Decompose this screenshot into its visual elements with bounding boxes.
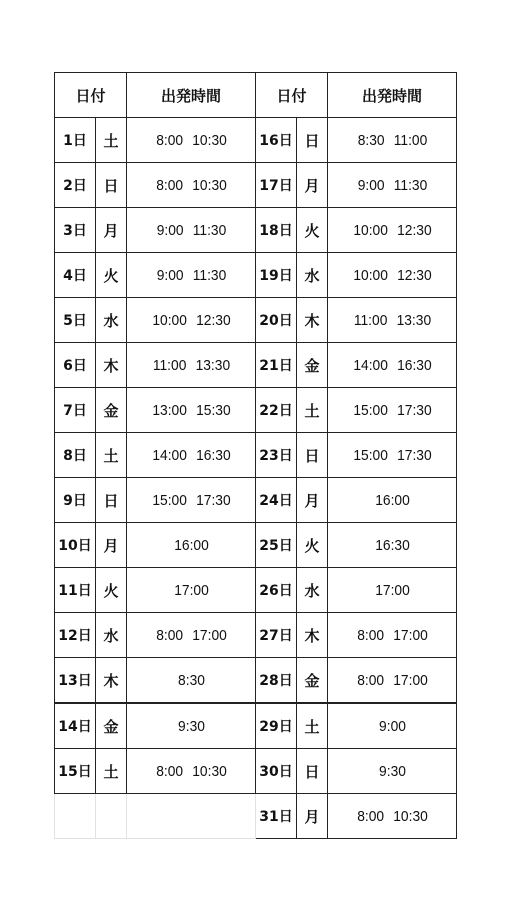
departure-time-second: 17:00 bbox=[392, 626, 428, 644]
schedule-row bbox=[55, 568, 457, 613]
schedule-row bbox=[55, 253, 457, 298]
weekday-cell: 土 bbox=[96, 118, 127, 163]
departure-time-cell bbox=[333, 568, 452, 613]
date-cell: 10日 bbox=[55, 523, 96, 568]
weekday-cell: 金 bbox=[96, 703, 127, 749]
date-cell: 16日 bbox=[256, 118, 297, 163]
departure-time-first: 10:00 bbox=[352, 221, 388, 239]
departure-time-first: 10:00 bbox=[151, 311, 187, 329]
weekday-cell: 木 bbox=[297, 613, 328, 658]
date-cell: 20日 bbox=[256, 298, 297, 343]
weekday-cell: 日 bbox=[297, 433, 328, 478]
departure-time-first: 9:30 bbox=[378, 762, 406, 780]
departure-time-cell bbox=[333, 253, 452, 298]
departure-time-cell bbox=[333, 118, 452, 163]
date-cell: 4日 bbox=[55, 253, 96, 298]
weekday-cell: 火 bbox=[297, 523, 328, 568]
date-cell: 18日 bbox=[256, 208, 297, 253]
time-header: 出発時間 bbox=[328, 73, 457, 118]
departure-time-cell bbox=[132, 523, 251, 568]
weekday-cell: 日 bbox=[96, 163, 127, 208]
departure-time-second: 11:30 bbox=[192, 266, 226, 284]
schedule-row bbox=[55, 208, 457, 253]
departure-time-first: 8:00 bbox=[356, 671, 384, 689]
date-cell: 15日 bbox=[55, 749, 96, 794]
time-header: 出発時間 bbox=[127, 73, 256, 118]
departure-time-cell bbox=[333, 703, 452, 749]
departure-time-cell bbox=[333, 388, 452, 433]
departure-time-cell bbox=[132, 298, 251, 343]
empty-cell bbox=[127, 794, 256, 839]
departure-time-first: 9:00 bbox=[378, 717, 406, 735]
weekday-cell: 火 bbox=[96, 568, 127, 613]
departure-time-second: 17:00 bbox=[191, 626, 227, 644]
empty-cell bbox=[96, 794, 127, 839]
departure-time-second: 13:30 bbox=[195, 356, 230, 374]
departure-time-cell bbox=[132, 163, 251, 208]
departure-time-cell bbox=[333, 298, 452, 343]
date-header: 日付 bbox=[55, 73, 127, 118]
weekday-cell: 土 bbox=[297, 388, 328, 433]
header-row bbox=[55, 73, 457, 118]
departure-time-second: 17:00 bbox=[392, 671, 428, 689]
departure-time-second: 12:30 bbox=[396, 266, 432, 284]
departure-time-cell bbox=[132, 343, 251, 388]
weekday-cell: 火 bbox=[96, 253, 127, 298]
date-cell: 24日 bbox=[256, 478, 297, 523]
date-cell: 29日 bbox=[256, 703, 297, 749]
date-cell: 21日 bbox=[256, 343, 297, 388]
schedule-row bbox=[55, 613, 457, 658]
weekday-cell: 金 bbox=[297, 658, 328, 704]
date-cell: 14日 bbox=[55, 703, 96, 749]
departure-time-cell bbox=[132, 388, 251, 433]
departure-time-second: 10:30 bbox=[191, 131, 227, 149]
date-cell: 6日 bbox=[55, 343, 96, 388]
weekday-cell: 水 bbox=[96, 613, 127, 658]
departure-time-first: 9:00 bbox=[156, 221, 184, 239]
departure-time-cell bbox=[132, 749, 251, 794]
departure-time-first: 8:30 bbox=[357, 131, 385, 149]
departure-time-cell bbox=[333, 613, 452, 658]
departure-time-second: 11:30 bbox=[393, 176, 427, 194]
date-cell: 26日 bbox=[256, 568, 297, 613]
departure-time-cell bbox=[333, 208, 452, 253]
departure-time-cell bbox=[132, 568, 251, 613]
departure-time-cell bbox=[333, 433, 452, 478]
weekday-cell: 水 bbox=[96, 298, 127, 343]
departure-time-second: 17:30 bbox=[396, 446, 432, 464]
schedule-row bbox=[55, 749, 457, 794]
date-cell: 31日 bbox=[256, 794, 297, 839]
departure-time-cell bbox=[132, 433, 251, 478]
departure-time-second: 16:30 bbox=[195, 446, 231, 464]
schedule-row bbox=[55, 298, 457, 343]
date-cell: 28日 bbox=[256, 658, 297, 704]
departure-time-first: 11:00 bbox=[353, 311, 387, 329]
departure-time-cell bbox=[333, 749, 452, 794]
weekday-cell: 日 bbox=[297, 749, 328, 794]
date-cell: 8日 bbox=[55, 433, 96, 478]
weekday-cell: 日 bbox=[297, 118, 328, 163]
departure-time-cell bbox=[333, 343, 452, 388]
date-cell: 27日 bbox=[256, 613, 297, 658]
departure-time-first: 16:30 bbox=[374, 536, 410, 554]
departure-time-first: 15:00 bbox=[151, 491, 187, 509]
departure-time-second: 13:30 bbox=[396, 311, 431, 329]
weekday-cell: 木 bbox=[297, 298, 328, 343]
date-cell: 2日 bbox=[55, 163, 96, 208]
weekday-cell: 月 bbox=[297, 478, 328, 523]
departure-time-first: 8:00 bbox=[356, 807, 384, 825]
date-cell: 13日 bbox=[55, 658, 96, 704]
departure-time-second: 10:30 bbox=[191, 762, 227, 780]
departure-time-cell bbox=[333, 163, 452, 208]
date-cell: 19日 bbox=[256, 253, 297, 298]
departure-time-first: 14:00 bbox=[151, 446, 187, 464]
departure-time-first: 8:00 bbox=[155, 176, 183, 194]
weekday-cell: 木 bbox=[96, 658, 127, 704]
departure-time-first: 17:00 bbox=[173, 581, 209, 599]
weekday-cell: 水 bbox=[297, 253, 328, 298]
departure-time-cell bbox=[132, 703, 251, 749]
departure-time-cell bbox=[132, 118, 251, 163]
weekday-cell: 土 bbox=[96, 433, 127, 478]
departure-time-first: 8:00 bbox=[155, 131, 183, 149]
departure-time-second: 11:00 bbox=[393, 131, 427, 149]
departure-time-first: 8:00 bbox=[155, 762, 183, 780]
departure-time-first: 13:00 bbox=[151, 401, 187, 419]
departure-time-second: 12:30 bbox=[195, 311, 231, 329]
departure-time-cell bbox=[333, 794, 452, 839]
departure-time-first: 9:30 bbox=[177, 717, 205, 735]
departure-time-first: 14:00 bbox=[352, 356, 388, 374]
schedule-row bbox=[55, 794, 457, 839]
empty-cell bbox=[55, 794, 96, 839]
departure-time-cell bbox=[132, 613, 251, 658]
departure-time-second: 12:30 bbox=[396, 221, 432, 239]
departure-time-first: 8:30 bbox=[177, 671, 205, 689]
weekday-cell: 月 bbox=[96, 208, 127, 253]
date-cell: 25日 bbox=[256, 523, 297, 568]
date-cell: 22日 bbox=[256, 388, 297, 433]
departure-time-first: 9:00 bbox=[357, 176, 385, 194]
schedule-row bbox=[55, 163, 457, 208]
schedule-row bbox=[55, 433, 457, 478]
departure-time-second: 17:30 bbox=[195, 491, 231, 509]
weekday-cell: 月 bbox=[297, 794, 328, 839]
date-cell: 9日 bbox=[55, 478, 96, 523]
departure-time-first: 11:00 bbox=[152, 356, 186, 374]
weekday-cell: 土 bbox=[297, 703, 328, 749]
departure-time-first: 17:00 bbox=[374, 581, 410, 599]
date-cell: 30日 bbox=[256, 749, 297, 794]
departure-time-first: 16:00 bbox=[173, 536, 209, 554]
weekday-cell: 月 bbox=[297, 163, 328, 208]
date-cell: 1日 bbox=[55, 118, 96, 163]
date-cell: 7日 bbox=[55, 388, 96, 433]
weekday-cell: 水 bbox=[297, 568, 328, 613]
date-cell: 5日 bbox=[55, 298, 96, 343]
departure-time-first: 15:00 bbox=[352, 446, 388, 464]
departure-time-second: 11:30 bbox=[192, 221, 226, 239]
departure-schedule-table bbox=[54, 72, 457, 839]
date-cell: 3日 bbox=[55, 208, 96, 253]
schedule-row bbox=[55, 703, 457, 749]
departure-time-second: 16:30 bbox=[396, 356, 432, 374]
schedule-row bbox=[55, 478, 457, 523]
schedule-row bbox=[55, 523, 457, 568]
weekday-cell: 月 bbox=[96, 523, 127, 568]
departure-time-cell bbox=[132, 208, 251, 253]
departure-time-cell bbox=[132, 658, 251, 704]
departure-time-cell bbox=[132, 478, 251, 523]
departure-time-first: 16:00 bbox=[374, 491, 410, 509]
weekday-cell: 日 bbox=[96, 478, 127, 523]
departure-time-first: 8:00 bbox=[155, 626, 183, 644]
departure-time-second: 10:30 bbox=[392, 807, 428, 825]
weekday-cell: 金 bbox=[96, 388, 127, 433]
weekday-cell: 土 bbox=[96, 749, 127, 794]
departure-time-first: 10:00 bbox=[352, 266, 388, 284]
date-cell: 23日 bbox=[256, 433, 297, 478]
departure-time-cell bbox=[333, 658, 452, 704]
departure-time-cell bbox=[333, 478, 452, 523]
date-cell: 17日 bbox=[256, 163, 297, 208]
weekday-cell: 木 bbox=[96, 343, 127, 388]
departure-time-cell bbox=[333, 523, 452, 568]
departure-time-first: 9:00 bbox=[156, 266, 184, 284]
departure-time-first: 8:00 bbox=[356, 626, 384, 644]
departure-time-second: 10:30 bbox=[191, 176, 227, 194]
departure-time-second: 15:30 bbox=[195, 401, 231, 419]
date-cell: 11日 bbox=[55, 568, 96, 613]
schedule-row bbox=[55, 388, 457, 433]
departure-time-second: 17:30 bbox=[396, 401, 432, 419]
date-cell: 12日 bbox=[55, 613, 96, 658]
date-header: 日付 bbox=[256, 73, 328, 118]
schedule-row bbox=[55, 658, 457, 704]
schedule-row bbox=[55, 343, 457, 388]
departure-time-first: 15:00 bbox=[352, 401, 388, 419]
schedule-row bbox=[55, 118, 457, 163]
weekday-cell: 金 bbox=[297, 343, 328, 388]
weekday-cell: 火 bbox=[297, 208, 328, 253]
departure-time-cell bbox=[132, 253, 251, 298]
